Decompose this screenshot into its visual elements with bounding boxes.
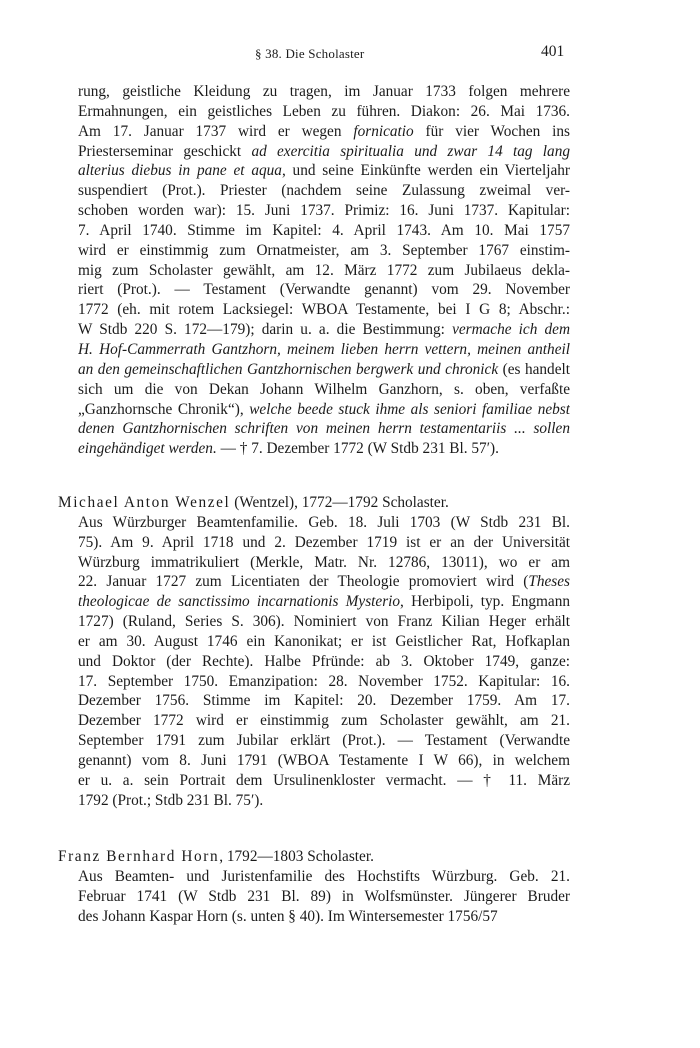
text-line xyxy=(78,612,570,632)
italic-quote: ad exercitia spiritualia und zwar 14 tag lang xyxy=(251,142,570,160)
continuation-paragraph xyxy=(78,82,570,459)
text-line xyxy=(78,280,570,300)
text-run: genannt) vom 8. Juni 1791 (WBOA Testamente I W 66), in welchem xyxy=(78,751,570,769)
italic-quote: theologicae de sanctissimo incarnationis Mysterio xyxy=(78,593,401,611)
text-run: er u. a. sein Portrait dem Ursulinenkloster vermacht. — † 11. März xyxy=(78,771,570,789)
text-run: Priesterseminar geschickt xyxy=(78,142,252,160)
italic-quote: welche beede stuck ihme als seniori familiae nebst xyxy=(249,400,570,418)
entry-office: , 1792—1803 Scholaster. xyxy=(219,848,374,865)
text-run: Ermahnungen, ein geistliches Leben zu führen. Diakon: 26. Mai 1736. xyxy=(78,102,570,120)
text-run: Würzburg immatrikuliert (Merkle, Matr. Nr. 12786, 13011), wo er am xyxy=(78,553,570,571)
text-line xyxy=(78,791,570,811)
entry-name: Franz Bernhard Horn xyxy=(58,848,220,865)
text-line xyxy=(78,320,570,340)
text-run: 7. April 1740. Stimme im Kapitel: 4. April 1743. Am 10. Mai 1757 xyxy=(78,221,570,239)
italic-quote: alterius diebus in pane et aqua xyxy=(78,162,282,180)
text-run: wird er einstimmig zum Ornatmeister, am 3. September 1767 einstim- xyxy=(78,241,570,259)
text-line xyxy=(78,439,570,459)
text-line xyxy=(78,572,570,592)
text-line xyxy=(78,691,570,711)
text-run: 1772 (eh. mit rotem Lacksiegel: WBOA Testamente, bei I G 8; Abschr.: xyxy=(78,301,570,319)
text-line xyxy=(78,867,570,887)
text-line xyxy=(78,513,570,533)
text-line xyxy=(78,533,570,553)
text-line xyxy=(78,751,570,771)
text-run: und Doktor (der Rechte). Halbe Pfründe: ab 3. Oktober 1749, ganze: xyxy=(78,652,570,670)
text-run: , Herbipoli, typ. Engmann xyxy=(400,593,570,611)
text-run: er am 30. August 1746 ein Kanonikat; er ist Geistlicher Rat, Hofkaplan xyxy=(78,632,570,650)
text-run: 22. Januar 1727 zum Licentiaten der Theologie promoviert wird ( xyxy=(78,573,529,591)
text-line xyxy=(78,221,570,241)
page-number: 401 xyxy=(541,43,565,60)
text-run: September 1791 zum Jubilar erklärt (Prot.). — Testament (Verwandte xyxy=(78,732,570,750)
italic-quote: eingehändiget werden. xyxy=(78,440,217,458)
entry-heading xyxy=(58,847,570,867)
text-run: , und seine Einkünfte werden ein Vierteljahr xyxy=(281,162,570,180)
text-line xyxy=(78,161,570,181)
text-line xyxy=(78,887,570,907)
text-line xyxy=(78,102,570,122)
text-run: 75). Am 9. April 1718 und 2. Dezember 1719 ist er an der Universität xyxy=(78,533,570,551)
text-run: 17. September 1750. Emanzipation: 28. November 1752. Kapitular: 16. xyxy=(78,672,570,690)
text-run: Dezember 1772 wird er einstimmig zum Scholaster gewählt, am 21. xyxy=(78,712,570,730)
text-run: „Ganzhornsche Chronik“), xyxy=(78,400,250,418)
text-run: Aus Würzburger Beamtenfamilie. Geb. 18. Juli 1703 (W Stdb 231 Bl. xyxy=(78,513,570,531)
text-line xyxy=(78,300,570,320)
running-title: § 38. Die Scholaster xyxy=(255,46,365,61)
text-line xyxy=(78,82,570,102)
text-line xyxy=(78,419,570,439)
text-run: (es handelt xyxy=(498,360,570,378)
text-line xyxy=(78,731,570,751)
text-run: sich um die von Dekan Johann Wilhelm Ganzhorn, s. oben, verfaßte xyxy=(78,380,570,398)
text-run: für vier Wochen ins xyxy=(413,122,570,140)
italic-quote: denen Gantzhornischen schriften von meinen herrn testamentariis ... sollen xyxy=(78,420,570,438)
entry-heading xyxy=(58,493,570,513)
text-run: — † 7. Dezember 1772 (W Stdb 231 Bl. 57′). xyxy=(216,440,499,458)
text-line xyxy=(78,261,570,281)
entry-body xyxy=(58,513,570,811)
italic-quote: an den gemeinschaftlichen Gantzhornischen bergwerk und chronick xyxy=(78,360,499,378)
text-run: mig zum Scholaster gewählt, am 12. März 1772 zum Jubilaeus dekla- xyxy=(78,261,570,279)
text-line xyxy=(78,672,570,692)
text-line xyxy=(78,360,570,380)
text-run: Am 17. Januar 1737 wird er wegen xyxy=(78,122,354,140)
text-line xyxy=(78,241,570,261)
entry-body xyxy=(58,867,570,927)
text-run: Februar 1741 (W Stdb 231 Bl. 89) in Wolfsmünster. Jüngerer Bruder xyxy=(78,887,570,905)
text-line xyxy=(78,592,570,612)
text-line xyxy=(78,201,570,221)
text-line xyxy=(78,553,570,573)
entry-office: (Wentzel), 1772—1792 Scholaster. xyxy=(230,494,449,511)
text-line xyxy=(78,771,570,791)
text-run: schoben worden war): 15. Juni 1737. Primiz: 16. Juni 1737. Kapitular: xyxy=(78,202,570,220)
text-run: Aus Beamten- und Juristenfamilie des Hochstifts Würzburg. Geb. 21. xyxy=(78,867,570,885)
text-line xyxy=(78,400,570,420)
italic-quote: Theses xyxy=(528,573,570,591)
text-run: riert (Prot.). — Testament (Verwandte genannt) vom 29. November xyxy=(78,281,570,299)
text-line xyxy=(78,652,570,672)
text-run: 1727) (Ruland, Series S. 306). Nominiert von Franz Kilian Heger erhält xyxy=(78,613,570,631)
text-run: rung, geistliche Kleidung zu tragen, im Januar 1733 folgen mehrere xyxy=(78,83,570,100)
text-run: des Johann Kaspar Horn (s. unten § 40). Im Wintersemester 1756/57 xyxy=(78,907,498,925)
entry-wenzel xyxy=(58,493,570,811)
italic-quote: vermache ich dem xyxy=(452,321,570,339)
italic-quote: H. Hof-Cammerrath Gantzhorn, meinem lieben herrn vettern, meinen antheil xyxy=(78,340,570,358)
text-line xyxy=(78,907,570,927)
text-line xyxy=(78,711,570,731)
running-header xyxy=(0,40,700,64)
text-run: suspendiert (Prot.). Priester (nachdem seine Zulassung zweimal ver- xyxy=(78,182,570,200)
text-line xyxy=(78,142,570,162)
text-line xyxy=(78,632,570,652)
italic-quote: fornicatio xyxy=(353,122,414,140)
text-run: W Stdb 220 S. 172—179); darin u. a. die Bestimmung: xyxy=(78,321,453,339)
entry-horn xyxy=(58,847,570,926)
entry-name: Michael Anton Wenzel xyxy=(58,494,231,511)
text-line xyxy=(78,340,570,360)
text-line xyxy=(78,380,570,400)
text-line xyxy=(78,181,570,201)
text-line xyxy=(78,122,570,142)
text-run: Dezember 1756. Stimme im Kapitel: 20. Dezember 1759. Am 17. xyxy=(78,692,570,710)
text-run: 1792 (Prot.; Stdb 231 Bl. 75′). xyxy=(78,791,264,809)
